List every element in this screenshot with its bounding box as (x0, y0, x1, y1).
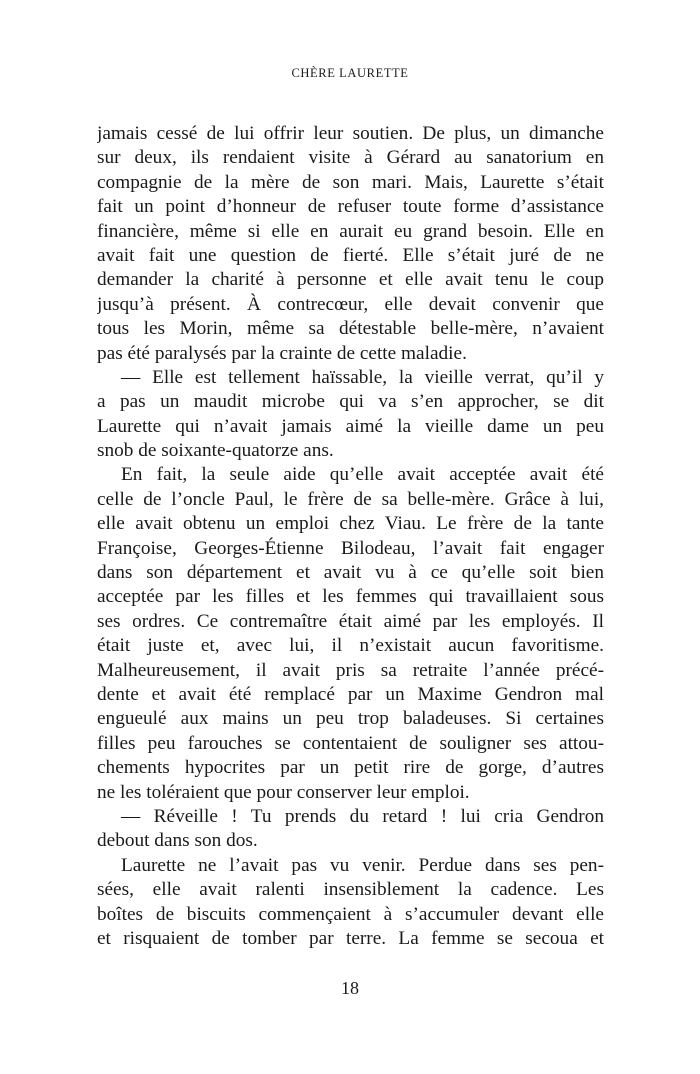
text-line: financière, même si elle en aurait eu grand besoin. Elle en (97, 220, 604, 242)
text-line: tous les Morin, même sa détestable belle-mère, n’avaient (97, 318, 604, 340)
text-line: sées, elle avait ralenti insensiblement la cadence. Les (97, 879, 604, 901)
text-line: En fait, la seule aide qu’elle avait acceptée avait été (121, 464, 604, 486)
text-line: jamais cessé de lui offrir leur soutien. De plus, un dimanche (97, 123, 604, 144)
text-line: filles peu farouches se contentaient de souligner ses attou- (97, 732, 604, 754)
running-head: CHÈRE LAURETTE (291, 66, 409, 80)
text-line: fait un point d’honneur de refuser toute forme d’assistance (97, 196, 604, 218)
text-line: — Réveille ! Tu prends du retard ! lui cria Gendron (121, 805, 604, 827)
text-line: avait fait une question de fierté. Elle s’était juré de ne (97, 244, 604, 266)
text-line: snob de soixante-quatorze ans. (97, 440, 334, 462)
text-line: — Elle est tellement haïssable, la vieille verrat, qu’il y (121, 366, 604, 388)
page-number: 18 (341, 978, 359, 998)
text-line: demander la charité à personne et elle avait tenu le coup (97, 269, 604, 291)
text-line: debout dans son dos. (97, 830, 258, 852)
text-line: a pas un maudit microbe qui va s’en approcher, se dit (97, 391, 604, 413)
text-line: ne les toléraient que pour conserver leur emploi. (97, 781, 470, 803)
text-line: engueulé aux mains un peu trop baladeuses. Si certaines (97, 708, 604, 730)
body-text (97, 122, 604, 951)
text-line: était juste et, avec lui, il n’existait aucun favoritisme. (97, 635, 604, 657)
text-line: dans son département et avait vu à ce qu’elle soit bien (97, 562, 604, 584)
text-line: Laurette qui n’avait jamais aimé la vieille dame un peu (97, 415, 604, 437)
text-line: elle avait obtenu un emploi chez Viau. Le frère de la tante (97, 513, 604, 535)
text-line: chements hypocrites par un petit rire de gorge, d’autres (97, 757, 604, 779)
text-line: sur deux, ils rendaient visite à Gérard au sanatorium en (97, 147, 604, 169)
text-line: jusqu’à présent. À contrecœur, elle devait convenir que (97, 293, 604, 315)
text-line: Françoise, Georges-Étienne Bilodeau, l’avait fait engager (97, 537, 604, 559)
text-line: celle de l’oncle Paul, le frère de sa belle-mère. Grâce à lui, (97, 488, 604, 510)
text-line: boîtes de biscuits commençaient à s’accumuler devant elle (97, 903, 604, 925)
text-line: ses ordres. Ce contremaître était aimé par les employés. Il (97, 610, 604, 632)
text-line: Laurette ne l’avait pas vu venir. Perdue dans ses pen- (121, 854, 604, 876)
text-line: Malheureusement, il avait pris sa retraite l’année précé- (97, 659, 604, 681)
text-line: dente et avait été remplacé par un Maxime Gendron mal (97, 683, 604, 705)
text-line: acceptée par les filles et les femmes qui travaillaient sous (97, 586, 604, 608)
text-line: pas été paralysés par la crainte de cette maladie. (97, 342, 467, 364)
text-line: et risquaient de tomber par terre. La femme se secoua et (97, 927, 604, 949)
text-line: compagnie de la mère de son mari. Mais, Laurette s’était (97, 171, 604, 193)
